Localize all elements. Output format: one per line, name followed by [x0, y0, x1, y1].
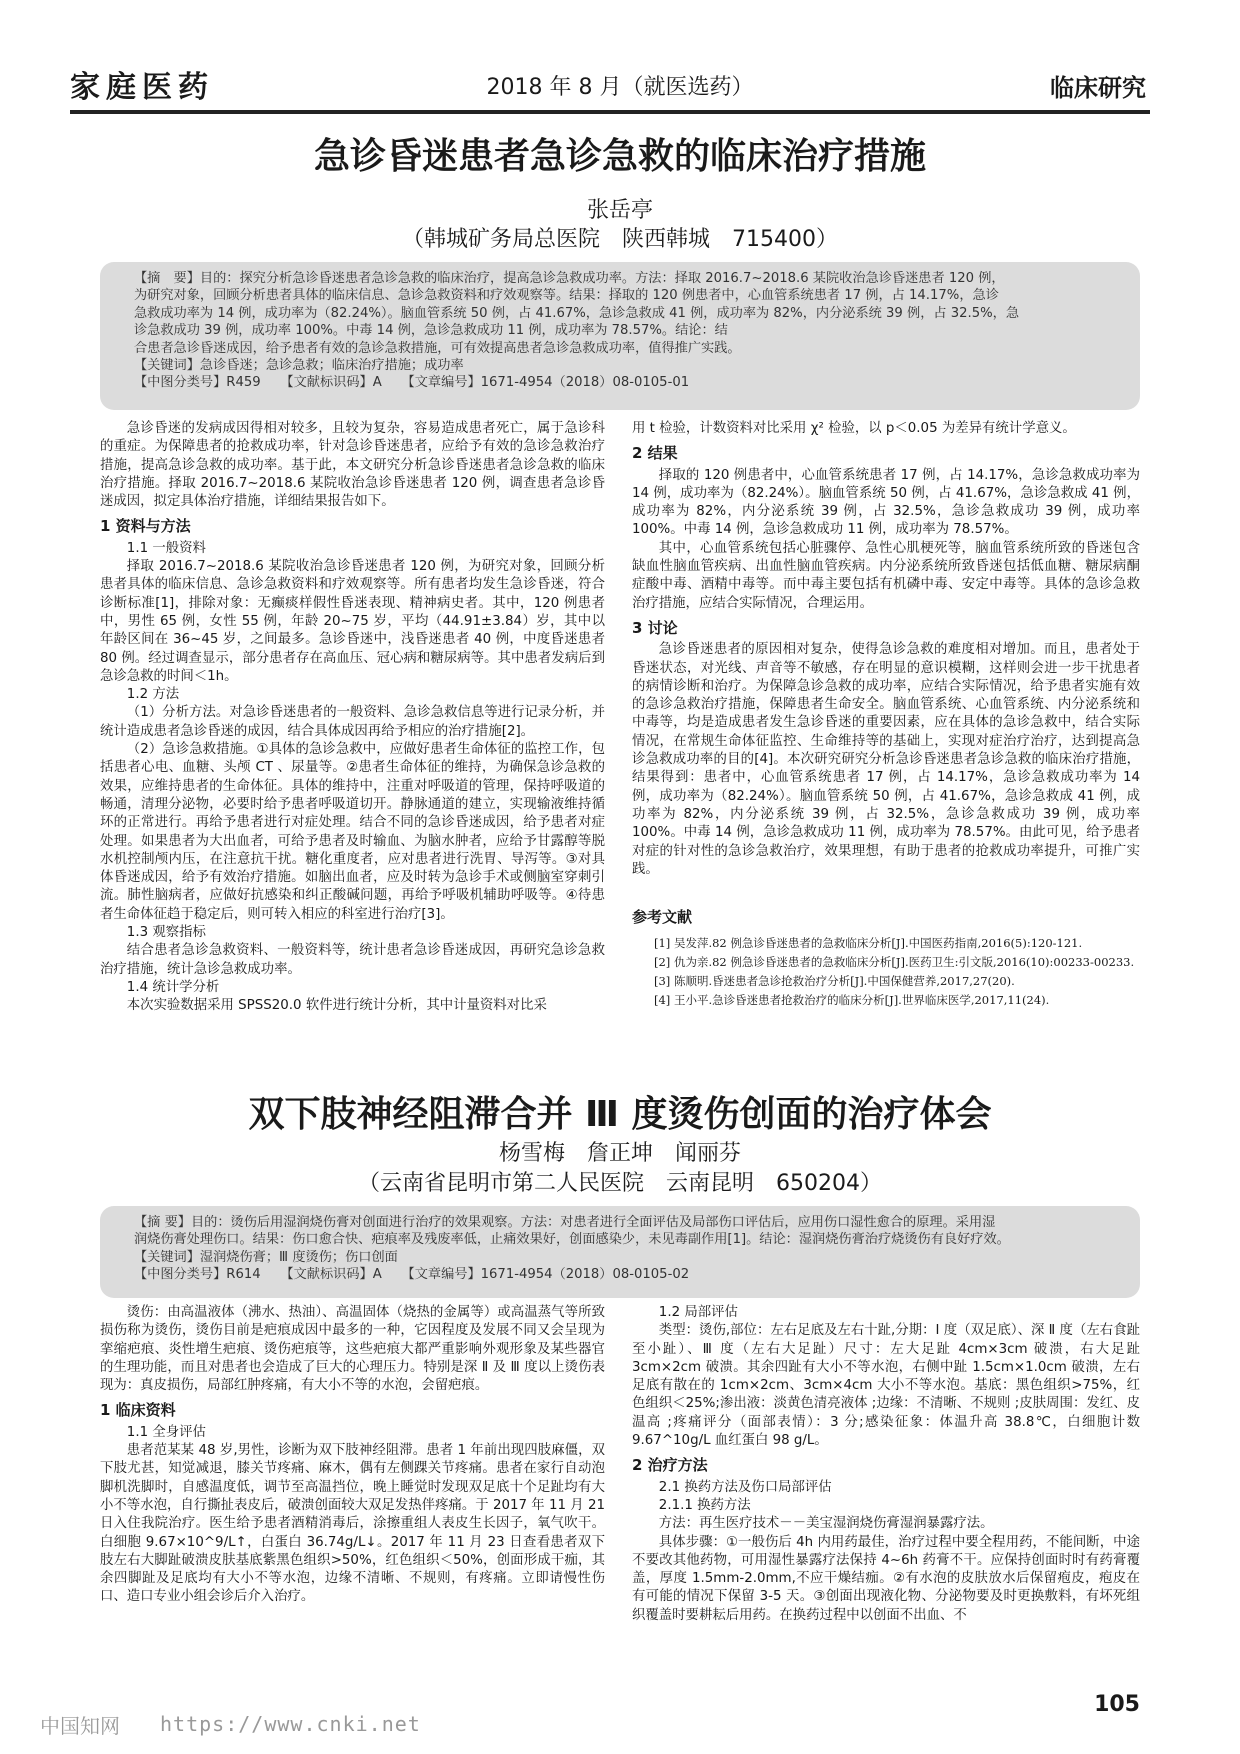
- article1-abstract-lines: [134, 270, 1106, 392]
- paragraph: 择取 2016.7~2018.6 某院收治急诊昏迷患者 120 例，为研究对象，回顾分析患者具体的临床信息、急诊急救资料和疗效观察等。所有患者均发生急诊昏迷，符合诊断标准[1]，排除对象：无癫痰样假性昏迷表现、精神病史者。其中，120 例患者中，男性 65 例，女性 55 例，年龄 20~75 岁，平均（44.91±3.84）岁，其中以年龄区间在 36~45 岁，之间最多。急诊昏迷中，浅昏迷患者 40 例，中度昏迷患者 80 例。经过调查显示，部分患者存在高血压、冠心病和糖尿病等。其中患者发病后到急诊急救的时间＜1h。: [100, 559, 605, 684]
- header-rule: [70, 110, 1150, 114]
- abstract-line: 【关键词】湿润烧伤膏；Ⅲ 度烫伤；伤口创面: [134, 1249, 398, 1265]
- paragraph: 烫伤：由高温液体（沸水、热油）、高温固体（烧热的金属等）或高温蒸气等所致损伤称为烫伤，烫伤目前是疤痕成因中最多的一种，它因程度及发展不同又会呈现为挛缩疤痕、炎性增生疤痕、烫伤疤痕等，这些疤痕大都严重影响外观形象及某些器官的生理功能，而且对患者也会造成了巨大的心理压力。特别是深 Ⅱ 及 Ⅲ 度以上烫伤表现为：真皮损伤，局部红肿疼痛，有大小不等的水泡，会留疤痕。: [100, 1305, 605, 1394]
- article1-author: 张岳亭: [586, 198, 653, 223]
- cnki-logo: 中国知网: [40, 1714, 120, 1738]
- section-heading: 1 资料与方法: [100, 517, 191, 536]
- abstract-line: 【摘 要】目的：烫伤后用湿润烧伤膏对创面进行治疗的效果观察。方法：对患者进行全面评估及局部伤口评估后，应用伤口湿性愈合的原理。采用湿: [134, 1215, 996, 1230]
- article2-abstract: [100, 1206, 1140, 1298]
- article1-left-column: [100, 420, 605, 1016]
- paragraph: 具体步骤：①一般伤后 4h 内用药最佳，治疗过程中要全程用药，不能间断，中途不要改其他药物，可用湿性暴露疗法保持 4~6h 药膏不干。应保持创面时时有药膏覆盖，厚度 1.5mm-2.0mm,不应干燥结痂。②有水泡的皮肤放水后保留疱皮，疱皮在有可能的情况下保留 3-5 天。③创面出现液化物、分泌物要及时更换敷料，有坏死组织覆盖时要耕耘后用药。在换药过程中以创面不出血、不: [632, 1534, 1140, 1623]
- article1-abstract: [100, 262, 1140, 410]
- references-list: [632, 934, 1140, 1010]
- abstract-line: 【中图分类号】R459 【文献标识码】A 【文章编号】1671-4954（2018）08-0105-01: [134, 375, 690, 391]
- reference-item: [1] 吴发萍.82 例急诊昏迷患者的急救临床分析[J].中国医药指南,2016(5):120-121.: [654, 936, 1083, 950]
- paragraph: 择取的 120 例患者中，心血管系统患者 17 例，占 14.17%，急诊急救成功率为 14 例，成功率为（82.24%）。脑血管系统 50 例，占 41.67%，急诊急救成 41 例，成功率为 82%，内分泌系统 39 例，占 32.5%，急诊急救成功 39 例，成功率 100%。中毒 14 例，急诊急救成功 11 例，成功率为 78.57%。: [632, 467, 1140, 538]
- reference-item: [4] 王小平.急诊昏迷患者抢救治疗的临床分析[J].世界临床医学,2017,11(24).: [654, 993, 1050, 1007]
- article2-right-column: [632, 1304, 1140, 1625]
- article2-authors: 杨雪梅 詹正坤 闻丽芬: [498, 1141, 741, 1166]
- paragraph: 其中，心血管系统包括心脏骤停、急性心肌梗死等，脑血管系统所致的昏迷包含缺血性脑血管疾病、出血性脑血管疾病。内分泌系统所致昏迷包括低血糖、糖尿病酮症酸中毒、酒精中毒等。而中毒主要包括有机磷中毒、安定中毒等。具体的急诊急救治疗措施，应结合实际情况，合理运用。: [632, 540, 1140, 611]
- subsection-heading: 1.1 全身评估: [126, 1424, 206, 1440]
- paragraph: （1）分析方法。对急诊昏迷患者的一般资料、急诊急救信息等进行记录分析，并统计造成患者急诊昏迷的成因，结合具体成因再给予相应的治疗措施[2]。: [100, 705, 605, 739]
- section-heading: 3 讨论: [632, 618, 678, 637]
- abstract-line: 【摘 要】目的：探究分析急诊昏迷患者急诊急救的临床治疗，提高急诊急救成功率。方法：择取 2016.7~2018.6 某院收治急诊昏迷患者 120 例，: [134, 271, 1005, 286]
- page-number: 105: [1094, 1692, 1140, 1717]
- abstract-line: 润烧伤膏处理伤口。结果：伤口愈合快、疤痕率及残废率低，止痛效果好，创面感染少，未见毒副作用[1]。结论：湿润烧伤膏治疗烧烫伤有良好疗效。: [134, 1232, 1010, 1248]
- section-heading: 2 治疗方法: [632, 1456, 708, 1475]
- abstract-line: 【中图分类号】R614 【文献标识码】A 【文章编号】1671-4954（2018）08-0105-02: [134, 1267, 690, 1283]
- references-heading: 参考文献: [632, 908, 693, 926]
- section-heading: 1 临床资料: [100, 1401, 176, 1420]
- paragraph: 结合患者急诊急救资料、一般资料等，统计患者急诊昏迷成因，再研究急诊急救治疗措施，统计急诊急救成功率。: [100, 943, 605, 977]
- paragraph: 急诊昏迷患者的原因相对复杂，使得急诊急救的难度相对增加。而且，患者处于昏迷状态，对光线、声音等不敏感，存在明显的意识模糊，这样则会进一步干扰患者的病情诊断和治疗。为保障急诊急救的成功率，应结合实际情况，给予患者实施有效的急诊急救治疗措施，保障患者生命安全。脑血管系统、心血管系统、内分泌系统和中毒等，均是造成患者发生急诊昏迷的重要因素，应在具体的急诊急救中，结合实际情况，在常规生命体征监控、生命维持等的基础上，实现对症治疗治疗，达到提高急诊急救成功率的目的[4]。本次研究研究分析急诊昏迷患者急诊急救的临床治疗措施，结果得到：患者中，心血管系统患者 17 例，占 14.17%，急诊急救成功率为 14 例，成功率为（82.24%）。脑血管系统 50 例，占 41.67%，急诊急救成 41 例，成功率为 82%，内分泌系统 39 例，占 32.5%，急诊急救成功 39 例，成功率 100%。中毒 14 例，急诊急救成功 11 例，成功率为 78.57%。由此可见，给予患者对症的针对性的急诊急救治疗，效果理想，有助于患者的抢救成功率提升，可推广实践。: [632, 642, 1140, 877]
- article2-affiliation: （云南省昆明市第二人民医院 云南昆明 650204）: [358, 1171, 882, 1196]
- abstract-line: 诊急救成功 39 例，成功率 100%。中毒 14 例，急诊急救成功 11 例，成功率为 78.57%。结论：结: [134, 323, 728, 339]
- article2-abstract-lines: [134, 1214, 1106, 1284]
- subsection-heading: 1.4 统计学分析: [126, 979, 220, 995]
- subsection-heading: 1.2 局部评估: [658, 1305, 738, 1320]
- article2-title: 双下肢神经阻滞合并 Ⅲ 度烫伤创面的治疗体会: [248, 1094, 992, 1135]
- paragraph: 患者范某某 48 岁,男性，诊断为双下肢神经阻滞。患者 1 年前出现四肢麻僵，双下肢尤甚，知觉减退，膝关节疼痛、麻木，偶有左侧踝关节疼痛。患者在家行自动泡脚机洗脚时，自感温度低，调节至高温挡位，晚上睡觉时发现双足底十个足趾均有大小不等水泡，自行撕扯表皮后，破溃创面较大双足发热伴疼痛。于 2017 年 11 月 21 日入住我院治疗。医生给予患者酒精消毒后，涂擦重组人表皮生长因子，氧气吹干。白细胞 9.67×10^9/L↑，白蛋白 36.74g/L↓。2017 年 11 月 23 日查看患者双下肢左右大脚趾破溃皮肤基底紫黑色组织>50%，红色组织＜50%，创面形成干痂，其余四脚趾及足底均有大小不等水泡，边缘不清晰、不规则，有疼痛。立即请慢性伤口、造口专业小组会诊后介入治疗。: [100, 1443, 605, 1605]
- paragraph: （2）急诊急救措施。①具体的急诊急救中，应做好患者生命体征的监控工作，包括患者心电、血糖、头颅 CT 、尿量等。②患者生命体征的维持，为确保急诊急救的效果，应维持患者的生命体征。具体的维持中，注重对呼吸道的管理，保持呼吸道的畅通，清理分泌物，必要时给予患者呼吸道切开。静脉通道的建立，实现输液维持循环的正常进行。再给予患者进行对症处理。结合不同的急诊昏迷成因，给予患者对症处理。如果患者为大出血者，可给予患者及时输血、为脑水肿者，应给予甘露醇等脱水机控制颅内压，在注意抗干扰。糖化重度者，应对患者进行洗胃、导泻等。③对具体昏迷成因，给予有效治疗措施。如脑出血者，应及时转为急诊手术或侧脑室穿刺引流。肺性脑病者，应做好抗感染和纠正酸碱问题，再给予呼吸机辅助呼吸等。④待患者生命体征趋于稳定后，则可转入相应的科室进行治疗[3]。: [100, 742, 605, 922]
- section-name: 临床研究: [1050, 74, 1146, 102]
- reference-item: [3] 陈顺明.昏迷患者急诊抢救治疗分析[J].中国保健营养,2017,27(20).: [654, 974, 1015, 988]
- article1-right-column: [632, 420, 1140, 879]
- abstract-line: 急救成功率为 14 例，成功率为（82.24%）。脑血管系统 50 例，占 41.67%，急诊急救成 41 例，成功率为 82%，内分泌系统 39 例，占 32.5%，急: [134, 305, 1020, 321]
- abstract-line: 合患者急诊昏迷成因，给予患者有效的急诊急救措施，可有效提高患者急诊急救成功率，值得推广实践。: [134, 340, 741, 356]
- abstract-line: 为研究对象，回顾分析患者具体的临床信息、急诊急救资料和疗效观察等。结果：择取的 120 例患者中，心血管系统患者 17 例，占 14.17%，急诊: [134, 288, 999, 304]
- section-heading: 2 结果: [632, 444, 678, 463]
- article1-title: 急诊昏迷患者急诊急救的临床治疗措施: [313, 136, 926, 177]
- subsection-heading: 1.3 观察指标: [126, 925, 206, 941]
- journal-name: 家庭医药: [70, 70, 214, 105]
- subsection-heading: 1.2 方法: [126, 687, 180, 703]
- paragraph: 本次实验数据采用 SPSS20.0 软件进行统计分析，其中计量资料对比采: [126, 998, 547, 1014]
- abstract-line: 【关键词】急诊昏迷；急诊急救；临床治疗措施；成功率: [134, 358, 464, 374]
- subsection-heading: 1.1 一般资料: [126, 540, 206, 556]
- paragraph: 类型：烫伤,部位：左右足底及左右十趾,分期：Ⅰ 度（双足底）、深 Ⅱ 度（左右食趾至小趾）、Ⅲ 度（左右大足趾）尺寸：左大足趾 4cm×3cm 破溃，右大足趾 3cm×2cm 破溃。其余四趾有大小不等水泡，右侧中趾 1.5cm×1.0cm 破溃，左右足底有散在的 1cm×2cm、3cm×4cm 大小不等水泡。基底：黑色组织>75%，红色组织＜25%;渗出液：淡黄色清亮液体 ;边缘：不清晰、不规则 ;皮肤周围：发红、皮温高 ;疼痛评分（面部表情）：3 分;感染征象：体温升高 38.8℃，白细胞计数 9.67^10g/L 血红蛋白 98 g/L。: [632, 1323, 1140, 1449]
- article2-left-column: [100, 1304, 605, 1607]
- cnki-url[interactable]: https://www.cnki.net: [160, 1712, 421, 1736]
- reference-item: [2] 仇为亲.82 例急诊昏迷患者的急救临床分析[J].医药卫生:引文版,2016(10):00233-00233.: [654, 955, 1135, 969]
- paragraph: 方法：再生医疗技术－－美宝湿润烧伤膏湿润暴露疗法。: [658, 1516, 994, 1532]
- subsection-heading: 2.1.1 换药方法: [658, 1497, 751, 1513]
- paragraph: 急诊昏迷的发病成因得相对较多，且较为复杂，容易造成患者死亡，属于急诊科的重症。为保障患者的抢救成功率，针对急诊昏迷患者，应给予有效的急诊急救治疗措施，提高急诊急救的成功率。基于此，本文研究分析急诊昏迷患者急诊急救的临床治疗措施。择取 2016.7~2018.6 某院收治急诊昏迷患者 120 例，调查患者急诊昏迷成因，拟定具体治疗措施，详细结果报告如下。: [100, 421, 605, 510]
- article1-affiliation: （韩城矿务局总医院 陕西韩城 715400）: [402, 227, 838, 252]
- paragraph: 用 t 检验，计数资料对比采用 χ² 检验，以 p＜0.05 为差异有统计学意义。: [632, 421, 1076, 436]
- subsection-heading: 2.1 换药方法及伤口局部评估: [658, 1479, 832, 1495]
- issue-date: 2018 年 8 月（就医选药）: [486, 75, 754, 100]
